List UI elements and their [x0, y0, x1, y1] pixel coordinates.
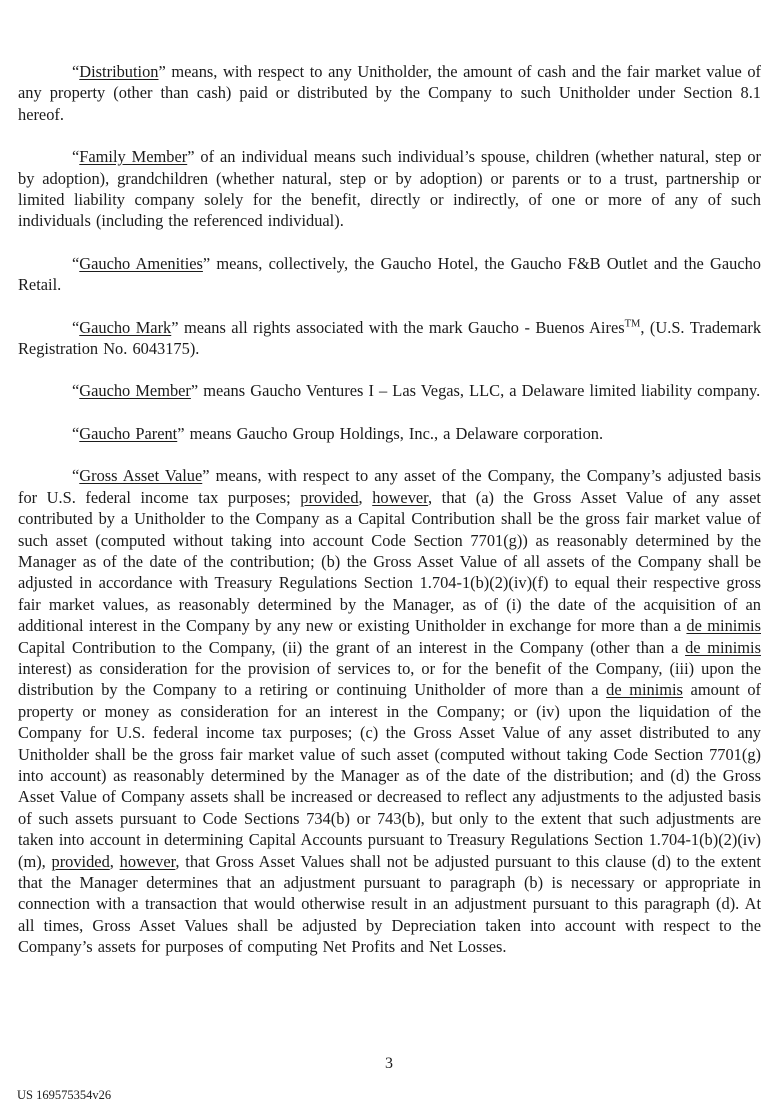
paragraph-gaucho-mark [18, 317, 761, 360]
text-run: “ [72, 147, 80, 167]
text-run: “ [72, 253, 80, 273]
defined-term: provided [300, 487, 359, 507]
paragraph-gross-asset-value [18, 465, 761, 957]
defined-term: Gaucho Amenities [79, 253, 203, 273]
text-run: , that Gross Asset Values shall not be adjusted pursuant to this clause (d) to the extent that the Manager determines that an adjustment pursuant to paragraph (b) is necessary or appropriate in connection with a transaction that would otherwise result in an adjustment pursuant to this paragraph (d). At all times, Gross Asset Values shall be adjusted by Depreciation taken into account with respect to the Company’s assets for purposes of computing Net Profits and Net Losses. [18, 851, 761, 957]
paragraph-family-member [18, 146, 761, 232]
defined-term: Gaucho Member [79, 381, 191, 401]
text-run: ” means, collectively, the Gaucho Hotel, the Gaucho F&B Outlet and the Gaucho Retail. [18, 253, 761, 295]
paragraph-gaucho-member [18, 380, 761, 401]
paragraph-gaucho-parent [18, 423, 761, 444]
text-run: , (U.S. Trademark Registration No. 6043175). [18, 317, 762, 359]
text-run: “ [72, 466, 80, 486]
defined-term: however [119, 851, 176, 871]
defined-term: de minimis [686, 616, 761, 636]
text-run: , [109, 851, 120, 871]
text-run: ” of an individual means such individual’s spouse, children (whether natural, step or by adoption), grandchildren (whether natural, step or by adoption) or parents or to a trust, partnership or limited liability company solely for the benefit, directly or indirectly, of one or more of any of such individuals (including the referenced individual). [18, 147, 761, 231]
defined-term: Distribution [79, 62, 159, 81]
text-run: , that (a) the Gross Asset Value of any asset contributed by a Unitholder to the Company as a Capital Contribution shall be the gross fair market value of such asset (computed without taking into account Code Section 7701(g)) as reasonably determined by the Manager as of the date of the contribution; (b) the Gross Asset Value of all assets of the Company shall be adjusted in accordance with Treasury Regulations Section 1.704-1(b)(2)(iv)(f) to equal their respective gross fair market values, as reasonably determined by the Manager, as of (i) the date of the acquisition of an additional interest in the Company by any new or existing Unitholder in exchange for more than a [18, 487, 761, 636]
text-run: ” means all rights associated with the mark Gaucho - Buenos Aires [171, 317, 625, 337]
text-run: Capital Contribution to the Company, (ii) the grant of an interest in the Company (other than a [18, 637, 686, 657]
document-body [18, 61, 761, 979]
text-run: amount of property or money as consideration for an interest in the Company; or (iv) upon the liquidation of the Company for U.S. federal income tax purposes; (c) the Gross Asset Value of any asset distributed to any Unitholder shall be the gross fair market value of such asset (computed without taking Code Section 7701(g) into account) as reasonably determined by the Manager as of the date of the distribution; and (d) the Gross Asset Value of Company assets shall be increased or decreased to reflect any adjustments to the adjusted basis of such assets pursuant to Code Sections 734(b) or 743(b), but only to the extent that such adjustments are taken into account in determining Capital Accounts pursuant to Treasury Regulations Section 1.704-1(b)(2)(iv)(m), [18, 680, 761, 871]
text-run: , [358, 487, 373, 507]
text-run: “ [72, 62, 80, 81]
defined-term: Family Member [79, 147, 188, 167]
text-run: ” means, with respect to any Unitholder, the amount of cash and the fair market value of any property (other than cash) paid or distributed by the Company to such Unitholder under Section 8.1 hereof. [18, 62, 761, 124]
paragraph-gaucho-amenities [18, 253, 761, 296]
defined-term: Gaucho Mark [79, 317, 172, 337]
defined-term: Gross Asset Value [79, 466, 203, 486]
defined-term: de minimis [606, 680, 683, 700]
text-run: interest) as consideration for the provision of services to, or for the benefit of the Company, (iii) upon the distribution by the Company to a retiring or continuing Unitholder of more than a [18, 658, 761, 700]
text-run: ” means Gaucho Ventures I – Las Vegas, LLC, a Delaware limited liability company. [190, 381, 761, 401]
paragraph-distribution [18, 61, 761, 125]
defined-term: Gaucho Parent [79, 423, 178, 443]
text-run: “ [72, 381, 80, 401]
defined-term: provided [51, 851, 110, 871]
defined-term: however [372, 487, 428, 507]
text-run: “ [72, 317, 80, 337]
text-run: ” means, with respect to any asset of the Company, the Company’s adjusted basis for U.S. federal income tax purposes; [18, 466, 762, 507]
footer-document-id: US 169575354v26 [17, 1088, 112, 1102]
text-run: ” means Gaucho Group Holdings, Inc., a Delaware corporation. [177, 423, 604, 443]
defined-term: de minimis [685, 637, 761, 657]
page-number: 3 [385, 1055, 393, 1072]
trademark-superscript: TM [624, 318, 641, 330]
text-run: “ [72, 423, 80, 443]
